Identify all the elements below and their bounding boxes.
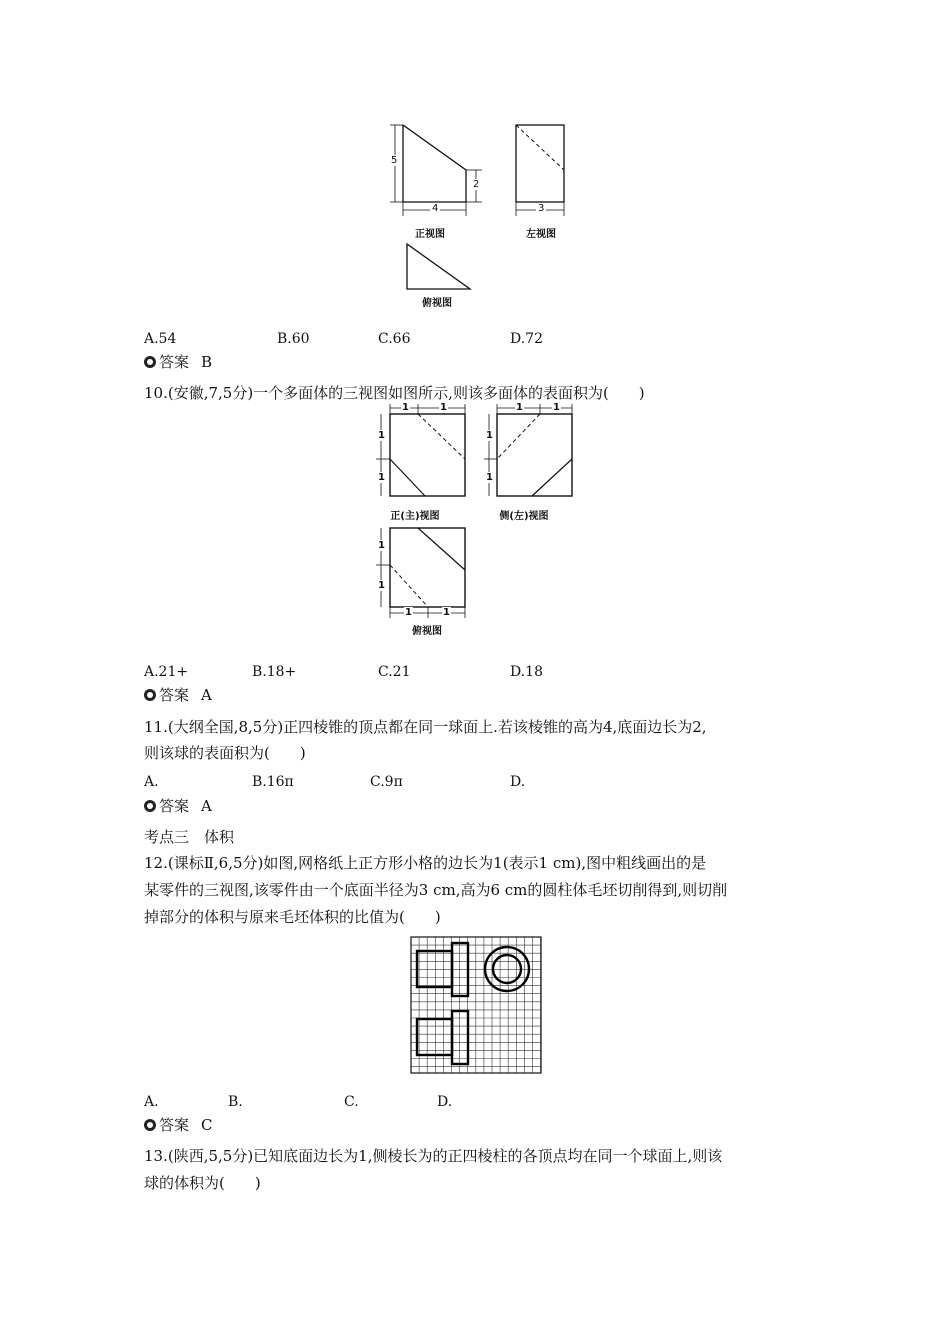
q9-side-caption: 左视图	[526, 229, 556, 240]
q12-side-base	[417, 1019, 452, 1055]
q10-dim-label: 1	[378, 540, 385, 551]
q10-option-c: C.21	[378, 664, 411, 680]
q11-option-d: D.	[510, 774, 526, 790]
q9-dim-3: 3	[538, 203, 545, 214]
q10-dim-label: 1	[443, 607, 450, 618]
q10-answer: 答案 A	[144, 685, 212, 705]
q10-answer-value: A	[201, 686, 212, 704]
answer-icon	[144, 1119, 156, 1131]
q9-option-c: C.66	[378, 331, 411, 347]
q10-option-d: D.18	[510, 664, 543, 680]
q9-option-b: B.60	[277, 331, 310, 347]
q12-option-b: B.	[228, 1094, 243, 1110]
q10-dim-label: 1	[553, 402, 560, 413]
q12-option-c: C.	[344, 1094, 359, 1110]
q10-dim-label: 1	[378, 472, 385, 483]
q9-answer: 答案 B	[144, 352, 212, 372]
q12-answer-value: C	[201, 1116, 213, 1134]
q12-inner-circle	[493, 955, 521, 983]
q9-option-d: D.72	[510, 331, 543, 347]
q10-option-b: B.18+	[252, 664, 297, 680]
q10-option-a: A.21+	[144, 664, 189, 680]
q10-dim-label: 1	[516, 402, 523, 413]
q12-option-d: D.	[437, 1094, 453, 1110]
q9-dim-4: 4	[432, 203, 439, 214]
q11-option-a: A.	[144, 774, 159, 790]
q9-dim-2: 2	[473, 179, 480, 190]
q9-dim-5: 5	[391, 155, 398, 166]
q12-front-base	[417, 951, 452, 987]
q11-option-c: C.9π	[370, 774, 403, 790]
q9-option-a: A.54	[144, 331, 177, 347]
q10-dim-label: 1	[378, 430, 385, 441]
q12-option-a: A.	[144, 1094, 159, 1110]
q12-answer: 答案 C	[144, 1115, 213, 1135]
q11-option-b: B.16π	[252, 774, 294, 790]
q10-dim-label: 1	[486, 430, 493, 441]
answer-icon	[144, 356, 156, 368]
q9-front-caption: 正视图	[415, 229, 445, 240]
q13-stem-line2: 球的体积为( )	[144, 1174, 261, 1192]
q12-outer-circle	[485, 947, 529, 991]
q10-dim-label: 1	[402, 402, 409, 413]
answer-icon	[144, 689, 156, 701]
q10-dim-label: 1	[405, 607, 412, 618]
q11-answer: 答案 A	[144, 796, 212, 816]
q9-top-caption: 俯视图	[422, 298, 452, 309]
q12-stem-line2: 某零件的三视图,该零件由一个底面半径为3 cm,高为6 cm的圆柱体毛坯切削得到,则切削	[144, 881, 728, 899]
q12-grid-figure	[411, 937, 541, 1073]
q12-side-top	[452, 1011, 468, 1064]
q10-dim-label: 1	[440, 402, 447, 413]
q11-stem-line2: 则该球的表面积为( )	[144, 744, 306, 762]
q10-dim-label: 1	[486, 472, 493, 483]
q10-dim-label: 1	[378, 580, 385, 591]
q12-stem-line3: 掉部分的体积与原来毛坯体积的比值为( )	[144, 908, 441, 926]
q10-top-caption: 俯视图	[412, 626, 442, 637]
q10-stem: 10.(安徽,7,5分)一个多面体的三视图如图所示,则该多面体的表面积为( )	[144, 384, 645, 402]
q10-front-caption: 正(主)视图	[390, 511, 440, 522]
q11-answer-value: A	[201, 797, 212, 815]
q11-stem-line1: 11.(大纲全国,8,5分)正四棱锥的顶点都在同一球面上.若该棱锥的高为4,底面边长为2,	[144, 718, 707, 736]
q12-stem-line1: 12.(课标Ⅱ,6,5分)如图,网格纸上正方形小格的边长为1(表示1 cm),图中粗线画出的是	[144, 854, 707, 872]
q13-stem-line1: 13.(陕西,5,5分)已知底面边长为1,侧棱长为的正四棱柱的各顶点均在同一个球面上,则该	[144, 1147, 723, 1165]
q10-side-caption: 侧(左)视图	[499, 511, 549, 522]
section-title: 考点三 体积	[144, 828, 235, 846]
answer-icon	[144, 800, 156, 812]
q9-answer-value: B	[201, 353, 213, 371]
